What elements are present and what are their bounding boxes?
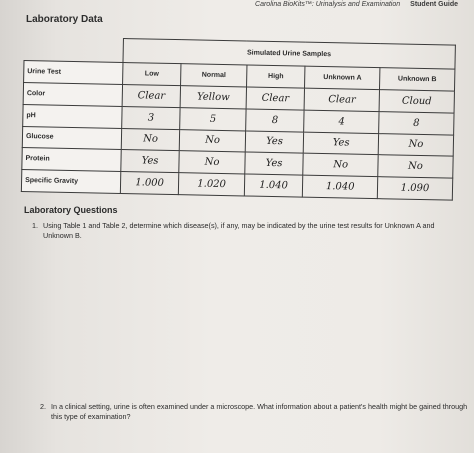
table-cell: Clear bbox=[305, 88, 380, 111]
lab-data-table bbox=[21, 36, 456, 201]
table-cell: Cloud bbox=[379, 90, 454, 113]
questions-title: Laboratory Questions bbox=[24, 205, 118, 215]
table-cell: 1.020 bbox=[179, 173, 245, 196]
table-cell: 1.000 bbox=[120, 172, 179, 195]
column-header: Unknown B bbox=[379, 68, 454, 92]
kit-title: Carolina BioKits™: Urinalysis and Examination bbox=[255, 1, 401, 8]
table-cell: 8 bbox=[379, 111, 454, 134]
table-cell: No bbox=[179, 151, 245, 174]
table-cell: No bbox=[121, 128, 180, 151]
column-header: Low bbox=[122, 62, 181, 85]
table-cell: No bbox=[303, 154, 378, 177]
page-header bbox=[150, 1, 458, 17]
question-item bbox=[40, 402, 470, 421]
corner-label: Urine Test bbox=[24, 61, 123, 85]
row-label: Color bbox=[23, 83, 122, 107]
question-text: Using Table 1 and Table 2, determine which disease(s), if any, may be indicated by the urine test results for Unknown A and Unknown B. bbox=[43, 221, 435, 240]
row-label: Protein bbox=[22, 148, 121, 172]
column-header: Unknown A bbox=[305, 66, 380, 89]
question-item bbox=[32, 221, 464, 240]
question-text: In a clinical setting, urine is often examined under a microscope. What information about a patient's health might be gained through this type of examination? bbox=[51, 402, 468, 421]
table-cell: Yes bbox=[245, 131, 304, 154]
table-cell: 3 bbox=[121, 106, 180, 129]
table-cell: Clear bbox=[246, 87, 305, 110]
table-cell: Clear bbox=[122, 84, 181, 107]
questions-section bbox=[24, 205, 464, 240]
column-header: Normal bbox=[181, 64, 247, 87]
table-cell: 1.090 bbox=[377, 177, 452, 200]
table-cell: Yes bbox=[304, 132, 379, 155]
table-cell: 1.040 bbox=[244, 174, 303, 197]
question-number: 1. bbox=[32, 221, 38, 230]
table-cell: Yellow bbox=[181, 86, 247, 109]
guide-label: Student Guide bbox=[410, 1, 458, 8]
table-cell: Yes bbox=[121, 150, 180, 173]
table-cell: 8 bbox=[245, 109, 304, 132]
question-number: 2. bbox=[40, 402, 46, 411]
table-cell: 4 bbox=[304, 110, 379, 133]
column-header: High bbox=[246, 65, 305, 88]
table-cell: No bbox=[180, 129, 246, 152]
table-cell: Yes bbox=[245, 152, 304, 175]
group-header: Simulated Urine Samples bbox=[123, 38, 456, 69]
table-cell: No bbox=[378, 133, 453, 156]
row-label: Glucose bbox=[22, 126, 121, 150]
row-label: Specific Gravity bbox=[21, 170, 120, 194]
table-cell: 5 bbox=[180, 107, 246, 130]
table-blank-corner bbox=[24, 37, 123, 63]
table-cell: 1.040 bbox=[303, 175, 378, 198]
section-title: Laboratory Data bbox=[26, 14, 103, 25]
row-label: pH bbox=[23, 104, 122, 128]
table-cell: No bbox=[378, 155, 453, 178]
